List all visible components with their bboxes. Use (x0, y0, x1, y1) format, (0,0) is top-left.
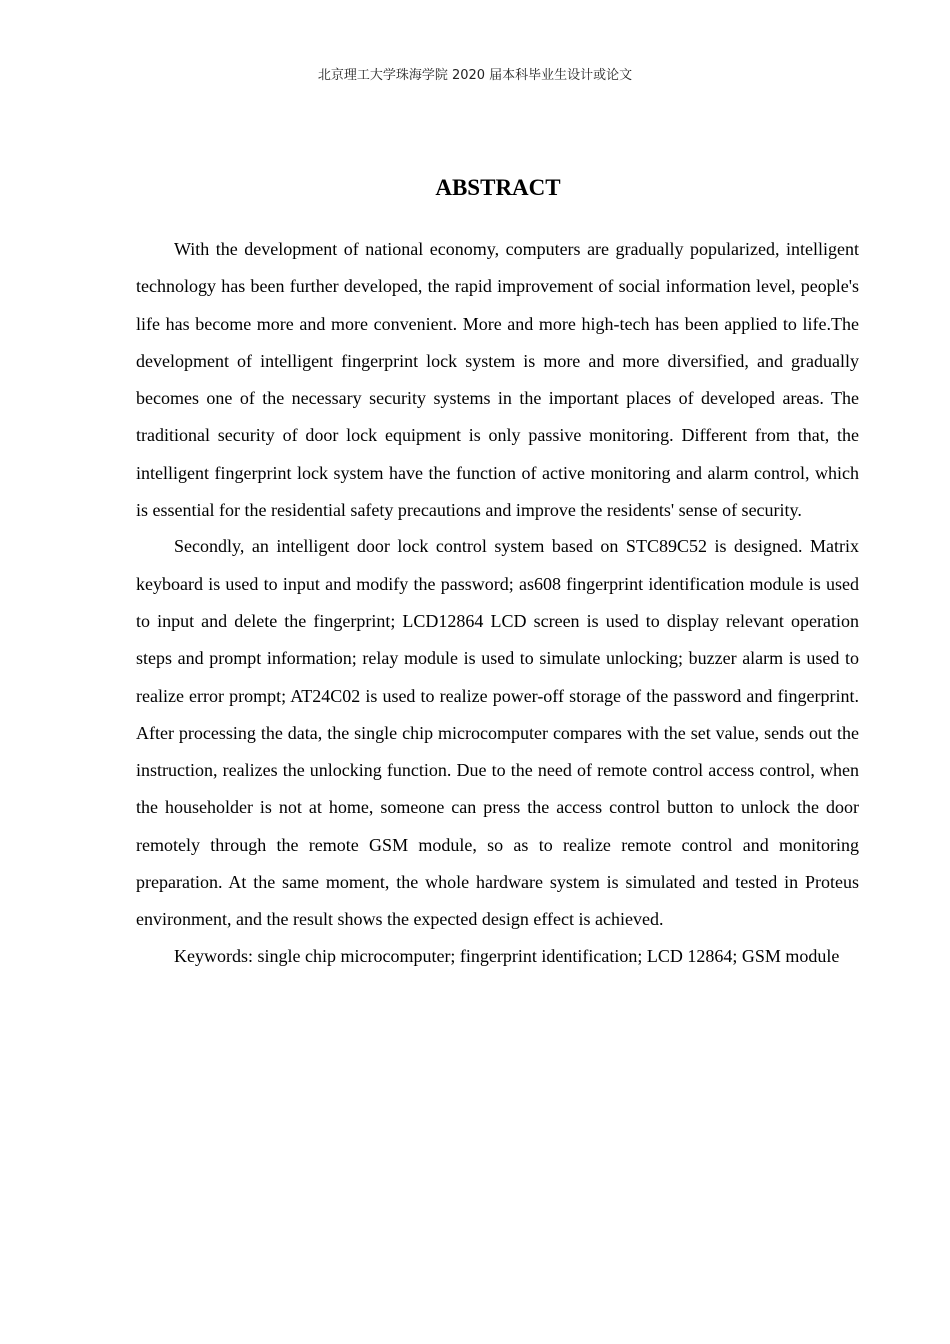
keywords-paragraph: Keywords: single chip microcomputer; fingerprint identification; LCD 12864; GSM module (174, 945, 840, 966)
running-header: 北京理工大学珠海学院 2020 届本科毕业生设计或论文 (317, 68, 633, 83)
abstract-body (136, 231, 859, 975)
abstract-paragraph-2: Secondly, an intelligent door lock control system based on STC89C52 is designed. Matrix keyboard is used to input and modify the password; as608 fingerprint identification module is used to input and delete the fingerprint; LCD12864 LCD screen is used to display relevant operation steps and prompt information; relay module is used to simulate unlocking; buzzer alarm is used to realize error prompt; AT24C02 is used to realize power-off storage of the password and fingerprint. After processing the data, the single chip microcomputer compares with the set value, sends out the instruction, realizes the unlocking function. Due to the need of remote control access control, when the householder is not at home, someone can press the access control button to unlock the door remotely through the remote GSM module, so as to realize remote control and monitoring preparation. At the same moment, the whole hardware system is simulated and tested in Proteus environment, and the result shows the expected design effect is achieved. (136, 536, 859, 930)
abstract-title: ABSTRACT (435, 175, 561, 200)
abstract-paragraph-1: With the development of national economy, computers are gradually popularized, intelligent technology has been further developed, the rapid improvement of social information level, people's life has become more and more convenient. More and more high-tech has been applied to life.The development of intelligent fingerprint lock system is more and more diversified, and gradually becomes one of the necessary security systems in the important places of developed areas. The traditional security of door lock equipment is only passive monitoring. Different from that, the intelligent fingerprint lock system have the function of active monitoring and alarm control, which is essential for the residential safety precautions and improve the residents' sense of security. (136, 239, 859, 521)
